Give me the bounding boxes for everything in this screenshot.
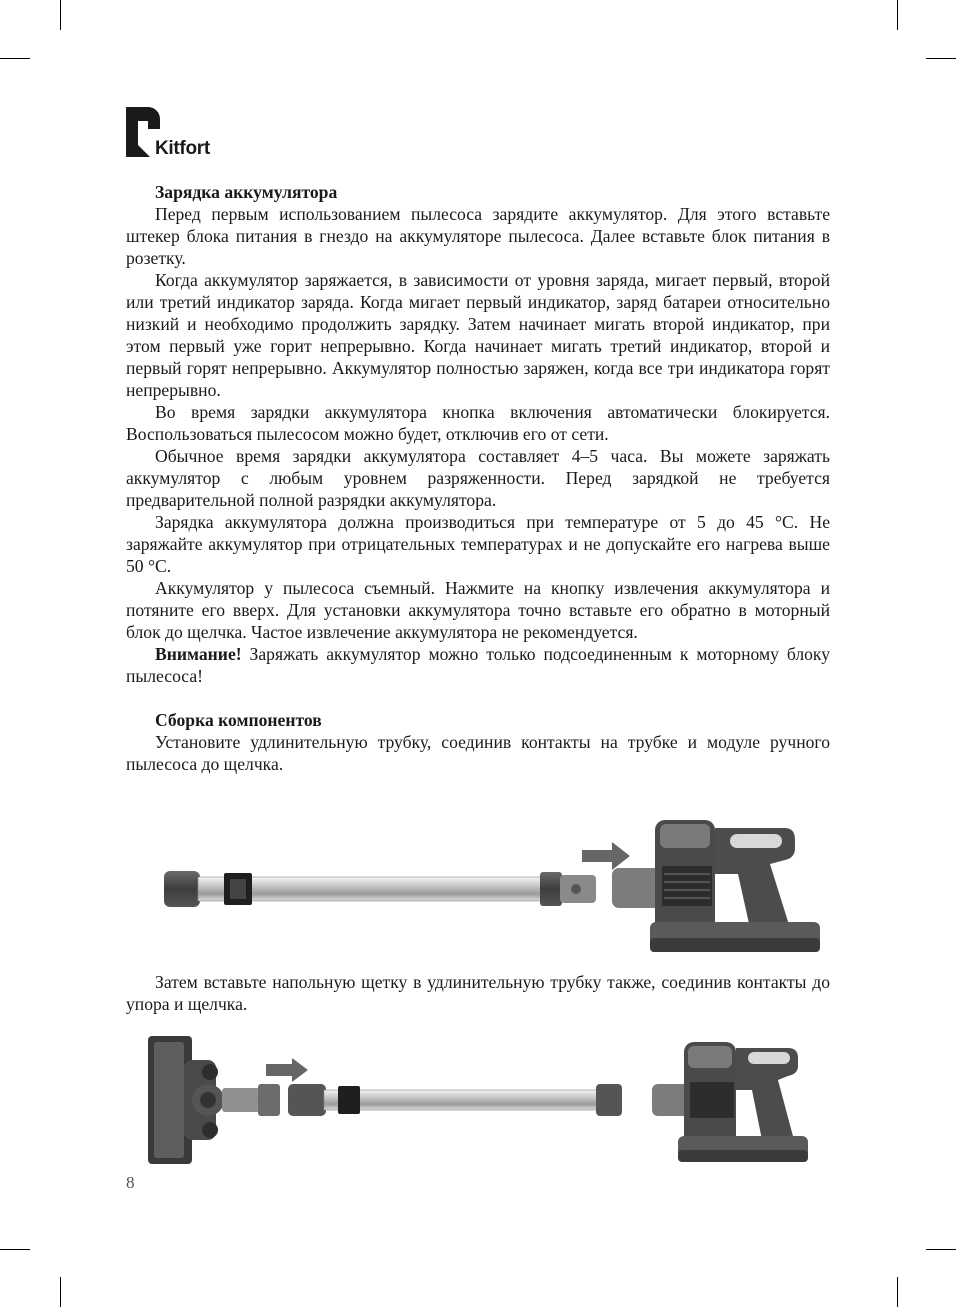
- charging-section: [126, 181, 830, 687]
- assembly-section: [126, 709, 830, 775]
- paragraph: Обычное время зарядки аккумулятора составляет 4–5 часа. Вы можете заряжать аккумулятор с любым уровнем разряженности. Перед зарядкой не требуется предварительной полной разрядки аккумулятора.: [126, 446, 830, 510]
- crop-mark: [60, 0, 61, 30]
- tube-to-handheld-illustration: [150, 808, 830, 960]
- crop-mark: [897, 1277, 898, 1307]
- warning-paragraph: [126, 643, 830, 687]
- crop-mark: [0, 58, 30, 59]
- paragraph: Перед первым использованием пылесоса зарядите аккумулятор. Для этого вставьте штекер блока питания в гнездо на аккумуляторе пылесоса. Далее вставьте блок питания в розетку.: [126, 204, 830, 268]
- crop-mark: [897, 0, 898, 30]
- paragraph: Зарядка аккумулятора должна производиться при температуре от 5 до 45 °C. Не заряжайте аккумулятор при отрицательных температурах и не допускайте его нагрева выше 50 °C.: [126, 512, 830, 576]
- brand-name: Kitfort: [155, 138, 210, 159]
- assembly-step2: [126, 971, 830, 1015]
- paragraph: Установите удлинительную трубку, соединив контакты на трубке и модуле ручного пылесоса до щелчка.: [126, 732, 830, 774]
- crop-mark: [60, 1277, 61, 1307]
- brand-logo: [126, 107, 226, 157]
- paragraph: Затем вставьте напольную щетку в удлинительную трубку также, соединив контакты до упора и щелчка.: [126, 972, 830, 1014]
- page-number: 8: [126, 1173, 135, 1192]
- warning-text: Заряжать аккумулятор можно только подсоединенным к моторному блоку пылесоса!: [126, 644, 830, 686]
- crop-mark: [0, 1249, 30, 1250]
- paragraph: Аккумулятор у пылесоса съемный. Нажмите на кнопку извлечения аккумулятора и потяните его вверх. Для установки аккумулятора точно вставьте его обратно в моторный блок до щелчка. Частое извлечение аккумулятора не рекомендуется.: [126, 578, 830, 642]
- brush-to-tube-illustration: [138, 1030, 838, 1170]
- paragraph: Когда аккумулятор заряжается, в зависимости от уровня заряда, мигает первый, второй или третий индикатор заряда. Когда мигает первый индикатор, заряд батареи относительно низкий и необходимо продолжить зарядку. Затем начинает мигать второй индикатор, при этом первый уже горит непрерывно. Когда начинает мигать третий индикатор, второй и первый горят непрерывно. Аккумулятор полностью заряжен, когда все три индикатора горят непрерывно.: [126, 270, 830, 400]
- crop-mark: [926, 1249, 956, 1250]
- crop-mark: [926, 58, 956, 59]
- paragraph: Во время зарядки аккумулятора кнопка включения автоматически блокируется. Воспользоваться пылесосом можно будет, отключив его от сети.: [126, 402, 830, 444]
- charging-heading: Зарядка аккумулятора: [155, 182, 338, 202]
- warning-label: Внимание!: [155, 644, 242, 664]
- assembly-heading: Сборка компонентов: [155, 710, 322, 730]
